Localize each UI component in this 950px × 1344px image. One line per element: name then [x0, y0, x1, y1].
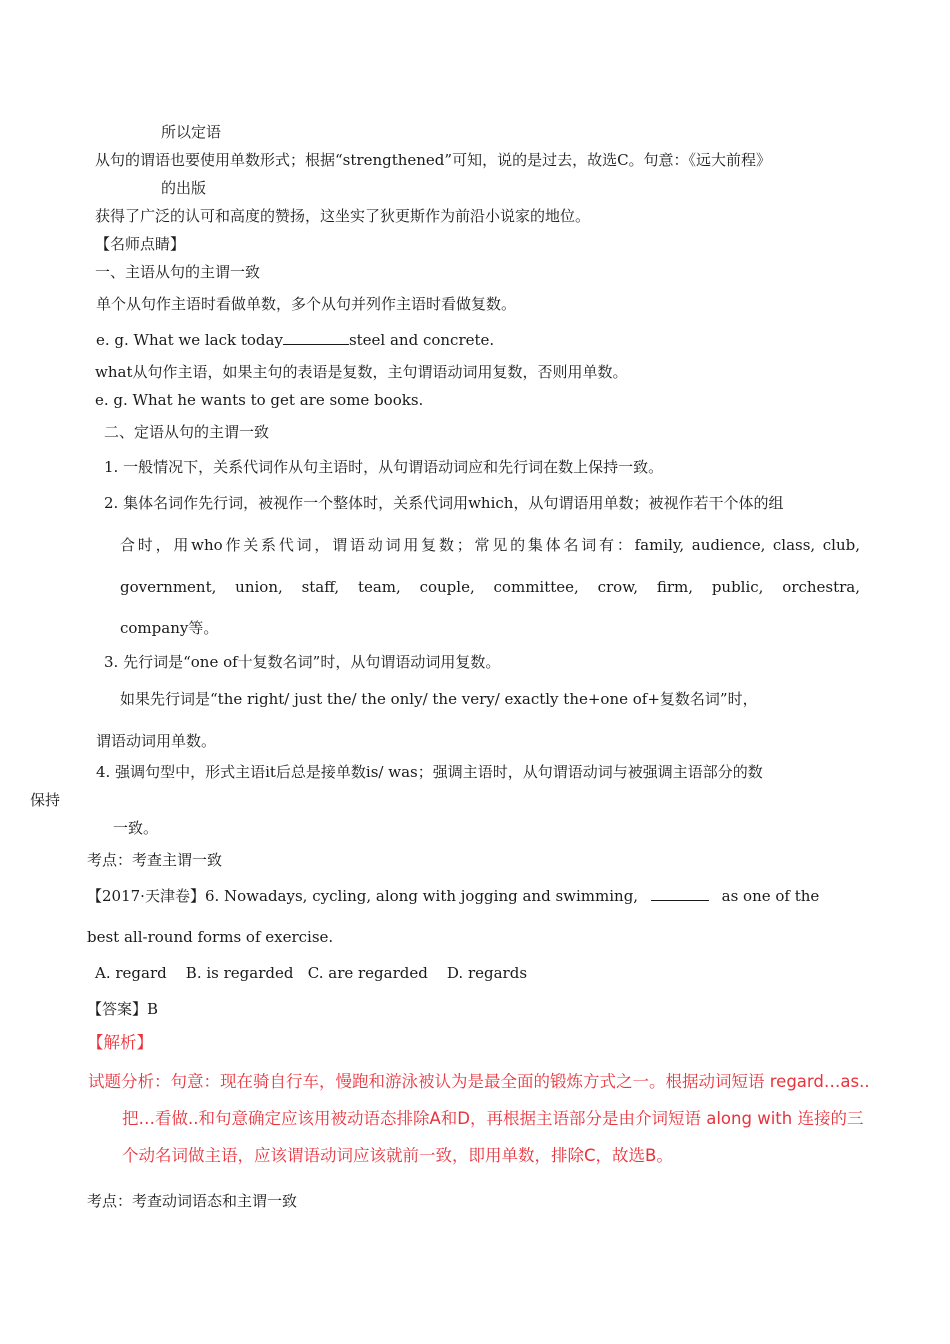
- text-line: what从句作主语，如果主句的表语是复数，主句谓语动词用复数，否则用单数。: [95, 363, 628, 381]
- question-stem-continued: best all-round forms of exercise.: [87, 928, 334, 946]
- rule-item-continued: 一致。: [113, 819, 159, 837]
- rule-item: 4. 强调句型中，形式主语it后总是接单数is/ was；强调主语时，从句谓语动词与被强调主语部分的数: [96, 763, 763, 781]
- section-heading: 【名师点睛】: [95, 235, 186, 253]
- example-text: e. g. What we lack today: [96, 331, 283, 349]
- answer-blank: [283, 330, 349, 345]
- analysis-text: 个动名词做主语，应该谓语动词应该就前一致，即用单数，排除C，故选B。: [122, 1146, 673, 1165]
- text-line: 的出版: [161, 179, 207, 197]
- subheading: 二、定语从句的主谓一致: [104, 423, 270, 441]
- text-line: 从句的谓语也要使用单数形式；根据“strengthened”可知，说的是过去，故选C。句意：《远大前程》: [95, 151, 772, 169]
- analysis-text: 试题分析：句意：现在骑自行车，慢跑和游泳被认为是最全面的锻炼方式之一。根据动词短语 regard…as..: [88, 1072, 870, 1091]
- rule-item-continued: 谓语动词用单数。: [96, 732, 217, 750]
- text-line: 所以定语: [161, 123, 222, 141]
- key-point: 考点：考查主谓一致: [87, 851, 223, 869]
- example-sentence: [96, 330, 494, 350]
- question-text: 【2017·天津卷】6. Nowadays, cycling, along with jogging and swimming,: [87, 887, 639, 905]
- rule-item-continued: company等。: [120, 619, 219, 637]
- rule-item-continued: government, union, staff, team, couple, committee, crow, firm, public, orchestra,: [120, 578, 860, 596]
- analysis-text: 把…看做..和句意确定应该用被动语态排除A和D，再根据主语部分是由介词短语 along with 连接的三: [122, 1109, 864, 1128]
- rule-item: 3. 先行词是“one of十复数名词”时，从句谓语动词用复数。: [104, 653, 501, 671]
- text-line: 单个从句作主语时看做单数，多个从句并列作主语时看做复数。: [96, 295, 517, 313]
- rule-item-continued: 保持: [30, 791, 61, 809]
- rule-item-continued: 如果先行词是“the right/ just the/ the only/ the very/ exactly the+one of+复数名词”时，: [120, 690, 758, 708]
- key-point: 考点：考查动词语态和主谓一致: [87, 1192, 298, 1210]
- rule-item: 1. 一般情况下，关系代词作从句主语时，从句谓语动词应和先行词在数上保持一致。: [104, 458, 664, 476]
- question-stem: [87, 886, 819, 906]
- subheading: 一、主语从句的主谓一致: [95, 263, 261, 281]
- analysis-heading: 【解析】: [87, 1033, 153, 1052]
- example-text: steel and concrete.: [348, 331, 495, 349]
- text-line: 获得了广泛的认可和高度的赞扬，这坐实了狄更斯作为前沿小说家的地位。: [95, 207, 591, 225]
- question-text: as one of the: [721, 887, 820, 905]
- example-sentence: e. g. What he wants to get are some books.: [95, 391, 424, 409]
- answer-line: 【答案】B: [87, 1000, 159, 1018]
- answer-options: A. regard B. is regarded C. are regarded D. regards: [95, 964, 528, 982]
- rule-item: 2. 集体名词作先行词，被视作一个整体时，关系代词用which，从句谓语用单数；被视作若干个体的组: [104, 494, 784, 512]
- rule-item-continued: 合时，用who作关系代词，谓语动词用复数；常见的集体名词有：family, audience, class, club,: [120, 536, 860, 554]
- answer-blank: [651, 886, 709, 901]
